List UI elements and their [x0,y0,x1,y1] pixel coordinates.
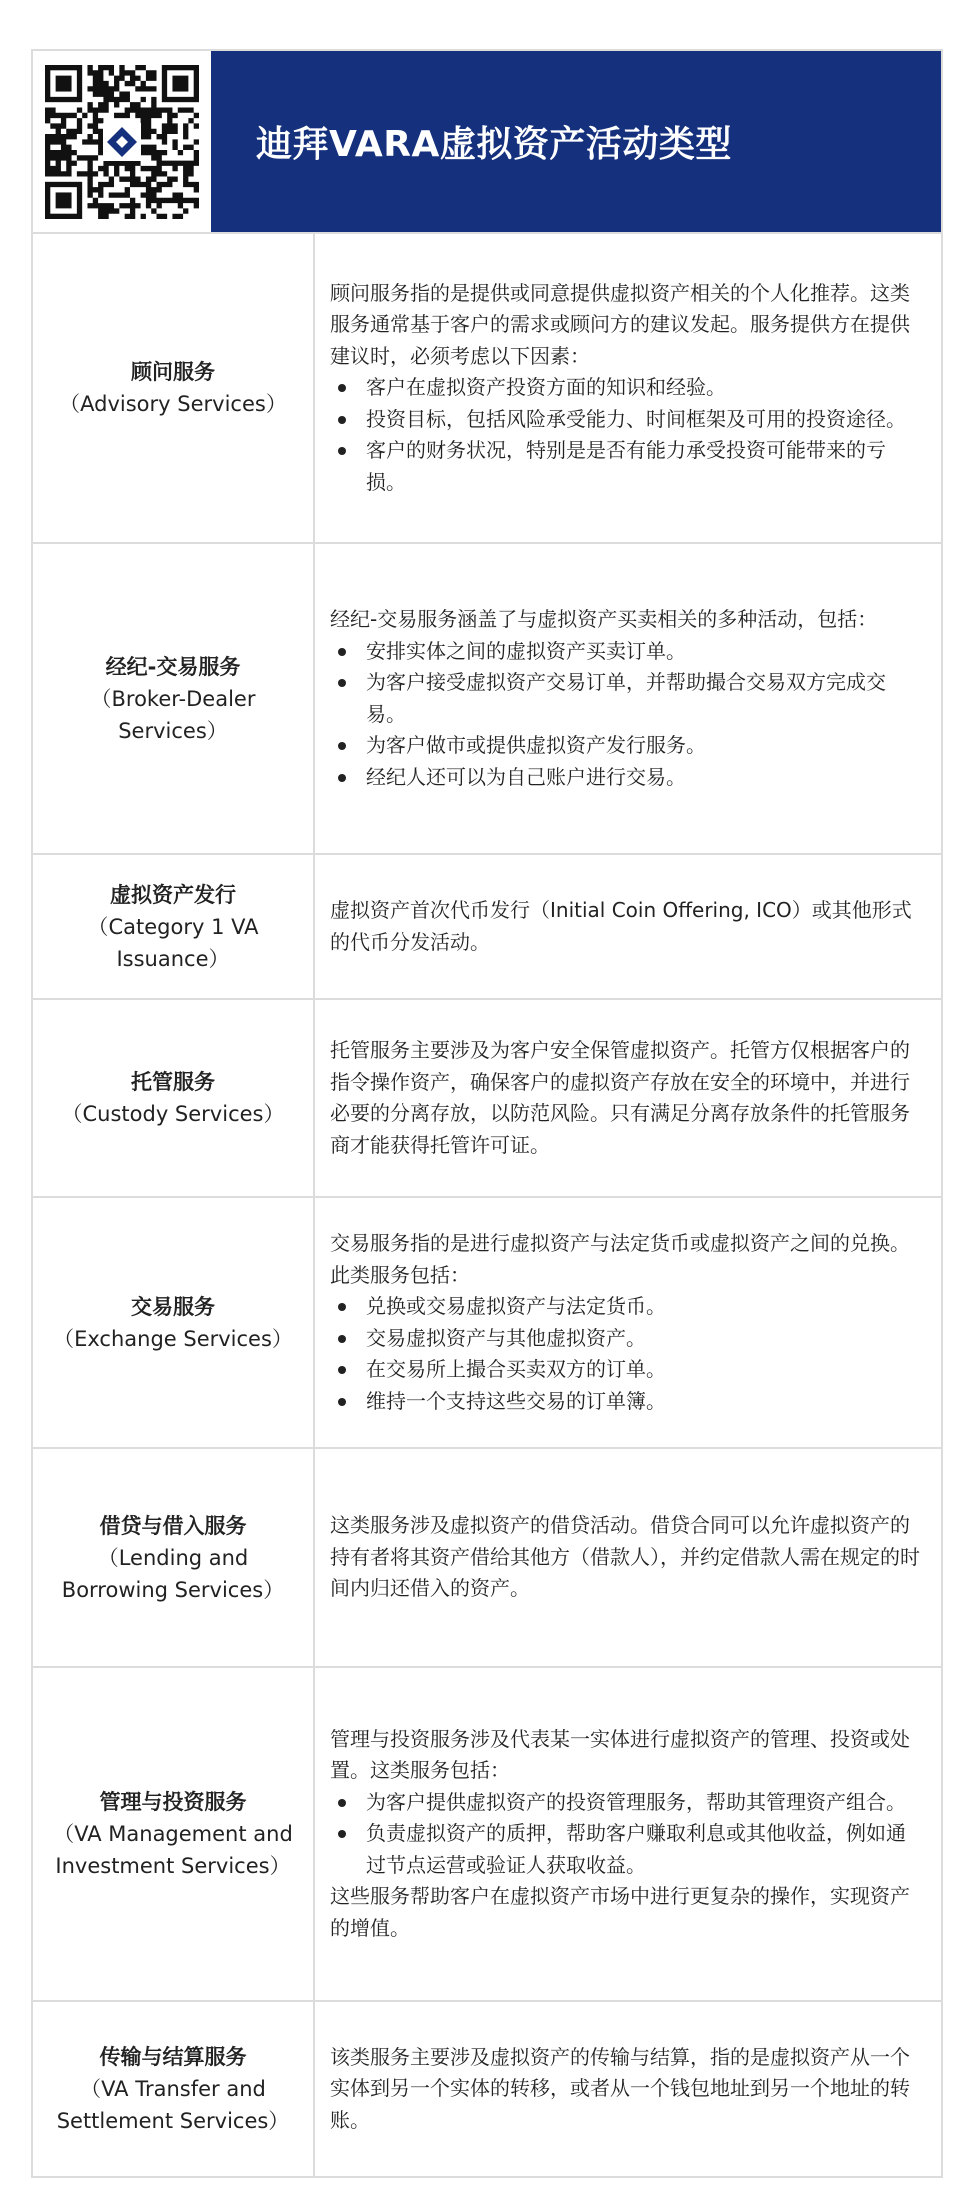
qr-finder [162,65,199,102]
activity-name [33,2002,315,2176]
description-list [330,372,925,498]
activity-name-en: （VA Transfer and Settlement Services） [56,2077,290,2133]
table-header [33,51,941,232]
page-title: 迪拜VARA虚拟资产活动类型 [256,124,732,165]
list-item: 为客户做市或提供虚拟资产发行服务。 [330,730,925,762]
description-intro: 托管服务主要涉及为客户安全保管虚拟资产。托管方仅根据客户的指令操作资产，确保客户的虚拟资产存放在安全的环境中，并进行必要的分离存放，以防范风险。只有满足分离存放条件的托管服务商才能获得托管许可证。 [330,1038,910,1157]
table-row [33,998,941,1196]
activity-name-en: （Broker-Dealer Services） [90,686,256,743]
list-item: 客户在虚拟资产投资方面的知识和经验。 [330,372,925,404]
description-intro: 经纪-交易服务涵盖了与虚拟资产买卖相关的多种活动，包括： [330,607,878,631]
activity-description [315,1198,941,1447]
activity-description [315,1000,941,1196]
qr-finder [45,65,82,102]
activity-name-en: （Custody Services） [61,1102,285,1126]
description-intro: 顾问服务指的是提供或同意提供虚拟资产相关的个人化推荐。这类服务通常基于客户的需求或顾问方的建议发起。服务提供方在提供建议时，必须考虑以下因素： [330,280,910,368]
description-list [330,1787,925,1882]
description-intro: 虚拟资产首次代币发行（Initial Coin Offering, ICO）或其他形式的代币分发活动。 [330,898,912,954]
list-item: 经纪人还可以为自己账户进行交易。 [330,762,925,794]
activity-name-zh: 管理与投资服务 [99,1790,247,1814]
description-outro: 这些服务帮助客户在虚拟资产市场中进行更复杂的操作，实现资产的增值。 [330,1884,910,1940]
activity-name-en: （Lending and Borrowing Services） [61,1545,285,1602]
list-item: 负责虚拟资产的质押，帮助客户赚取利息或其他收益，例如通过节点运营或验证人获取收益。 [330,1818,925,1881]
activity-name-zh: 顾问服务 [131,360,215,384]
activity-table [31,49,943,2178]
title-banner [211,51,941,232]
description-intro: 交易服务指的是进行虚拟资产与法定货币或虚拟资产之间的兑换。此类服务包括： [330,1231,910,1287]
activity-name-en: （Exchange Services） [53,1326,293,1351]
table-row [33,1447,941,1666]
activity-name [33,1449,315,1666]
list-item: 投资目标，包括风险承受能力、时间框架及可用的投资途径。 [330,404,925,436]
list-item: 兑换或交易虚拟资产与法定货币。 [330,1291,925,1323]
activity-name-zh: 传输与结算服务 [99,2045,247,2069]
activity-name [33,1000,315,1196]
list-item: 为客户接受虚拟资产交易订单，并帮助撮合交易双方完成交易。 [330,667,925,730]
description-list [330,1291,925,1417]
description-list [330,636,925,794]
activity-name [33,544,315,853]
qr-code[interactable] [33,51,211,232]
list-item: 为客户提供虚拟资产的投资管理服务，帮助其管理资产组合。 [330,1787,925,1819]
description-intro: 管理与投资服务涉及代表某一实体进行虚拟资产的管理、投资或处置。这类服务包括： [330,1726,910,1783]
activity-name-zh: 托管服务 [131,1070,215,1094]
table-row [33,232,941,542]
list-item: 安排实体之间的虚拟资产买卖订单。 [330,636,925,668]
activity-name-en: （Category 1 VA Issuance） [87,914,259,971]
activity-name-zh: 交易服务 [131,1294,215,1319]
activity-name [33,855,315,998]
table-row [33,1196,941,1447]
activity-name-zh: 借贷与借入服务 [99,1513,247,1538]
activity-description [315,1668,941,2000]
activity-description [315,1449,941,1666]
table-row [33,542,941,853]
description-intro: 该类服务主要涉及虚拟资产的传输与结算，指的是虚拟资产从一个实体到另一个实体的转移，或者从一个钱包地址到另一个地址的转账。 [330,2044,910,2132]
activity-name [33,1668,315,2000]
table-row [33,1666,941,2000]
qr-code-icon [45,65,199,219]
list-item: 在交易所上撮合买卖双方的订单。 [330,1354,925,1386]
activity-description [315,855,941,998]
list-item: 客户的财务状况，特别是是否有能力承受投资可能带来的亏损。 [330,435,925,498]
description-intro: 这类服务涉及虚拟资产的借贷活动。借贷合同可以允许虚拟资产的持有者将其资产借给其他方（借款人），并约定借款人需在规定的时间内归还借入的资产。 [330,1513,920,1601]
activity-name-zh: 经纪-交易服务 [105,654,241,679]
activity-description [315,2002,941,2176]
activity-name-en: （Advisory Services） [59,392,287,416]
activity-description [315,234,941,542]
list-item: 维持一个支持这些交易的订单簿。 [330,1386,925,1418]
activity-name [33,234,315,542]
qr-finder [45,181,82,218]
table-row [33,853,941,998]
table-row [33,2000,941,2176]
activity-name-zh: 虚拟资产发行 [110,882,236,907]
list-item: 交易虚拟资产与其他虚拟资产。 [330,1323,925,1355]
activity-name [33,1198,315,1447]
activity-name-en: （VA Management and Investment Services） [53,1822,293,1878]
activity-description [315,544,941,853]
